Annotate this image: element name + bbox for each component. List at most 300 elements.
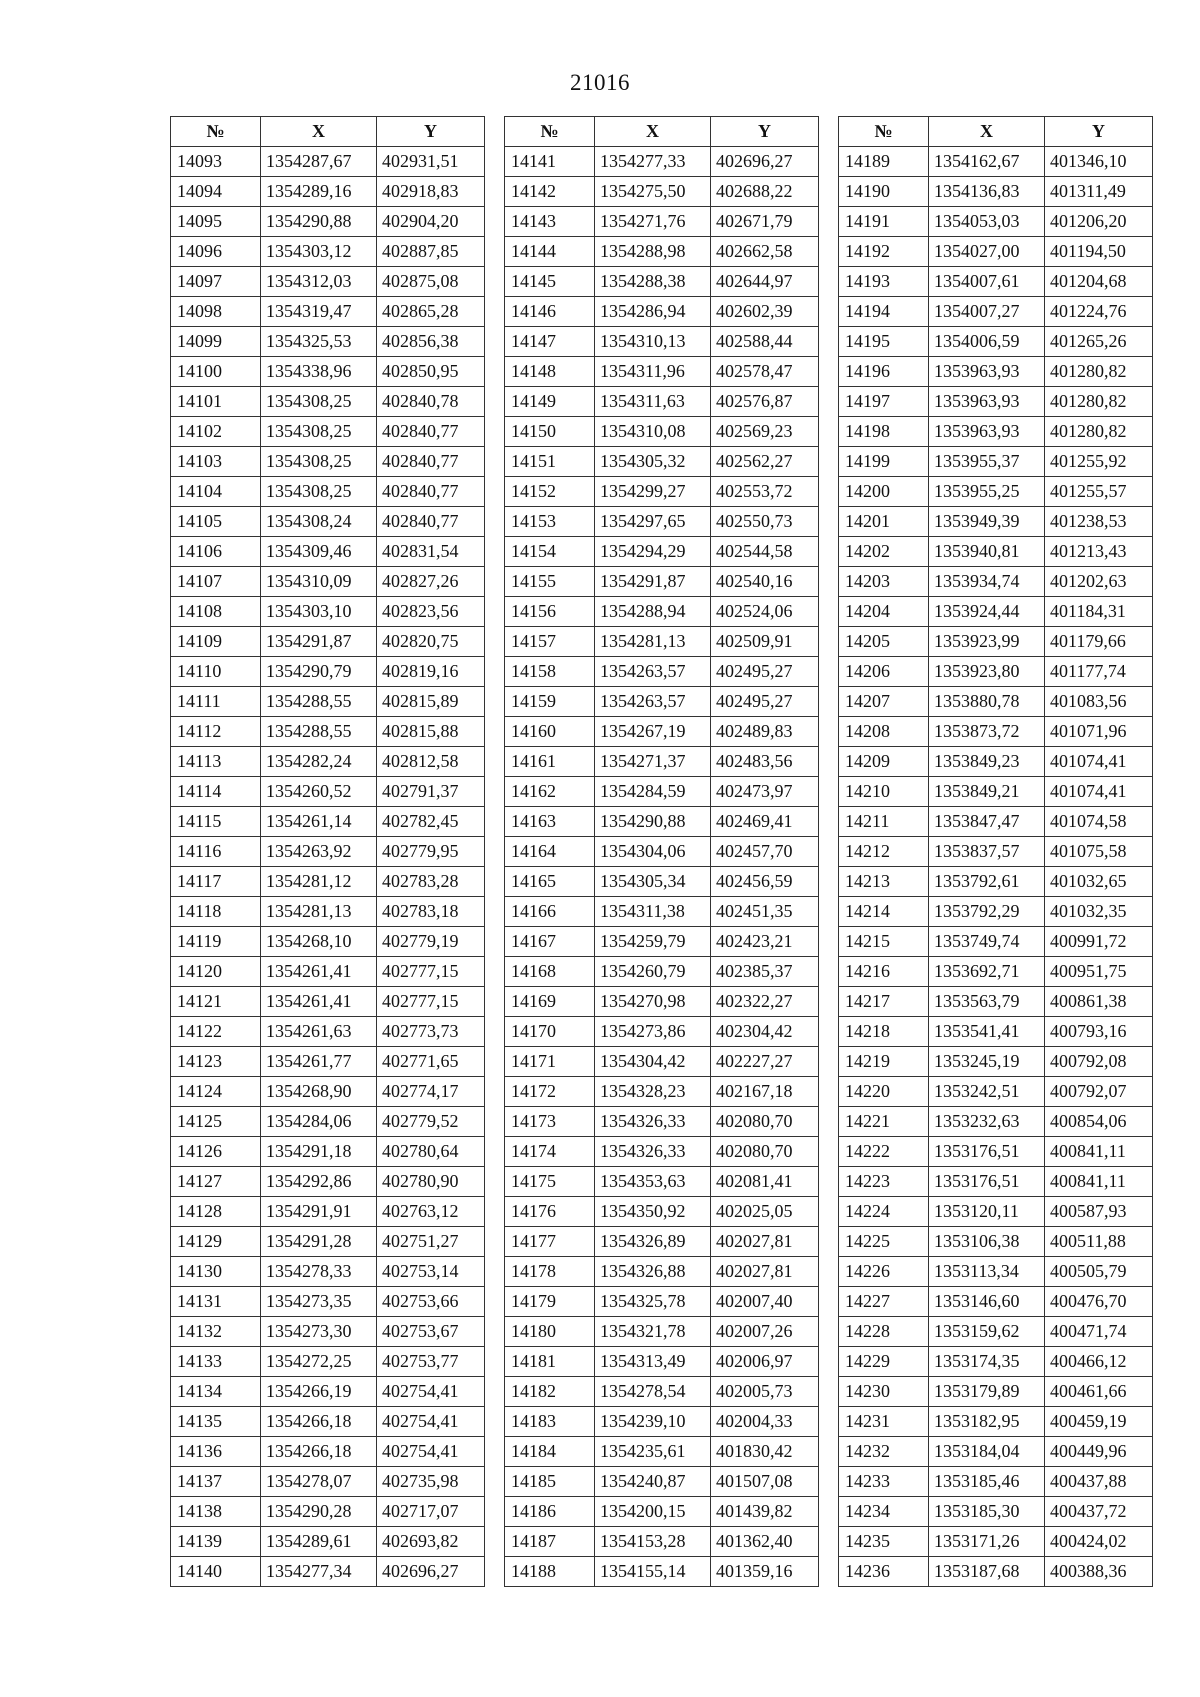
table-row — [505, 1017, 819, 1047]
header-number: № — [505, 117, 595, 147]
cell-number: 14122 — [171, 1017, 261, 1047]
cell-x: 1353563,79 — [929, 987, 1045, 1017]
cell-x: 1353242,51 — [929, 1077, 1045, 1107]
cell-number: 14172 — [505, 1077, 595, 1107]
cell-y: 401439,82 — [711, 1497, 819, 1527]
table-row — [171, 597, 485, 627]
cell-x: 1354261,63 — [261, 1017, 377, 1047]
cell-number: 14201 — [839, 507, 929, 537]
cell-y: 402791,37 — [377, 777, 485, 807]
table-row — [505, 1557, 819, 1587]
cell-x: 1354310,09 — [261, 567, 377, 597]
cell-number: 14235 — [839, 1527, 929, 1557]
cell-number: 14212 — [839, 837, 929, 867]
table-row — [171, 927, 485, 957]
cell-x: 1354268,90 — [261, 1077, 377, 1107]
cell-y: 402780,64 — [377, 1137, 485, 1167]
table-row — [839, 1317, 1153, 1347]
cell-x: 1354136,83 — [929, 177, 1045, 207]
coordinate-table — [170, 116, 485, 1587]
table-row — [839, 147, 1153, 177]
cell-y: 402696,27 — [377, 1557, 485, 1587]
cell-y: 402819,16 — [377, 657, 485, 687]
cell-x: 1353963,93 — [929, 387, 1045, 417]
cell-number: 14166 — [505, 897, 595, 927]
cell-number: 14162 — [505, 777, 595, 807]
cell-x: 1353179,89 — [929, 1377, 1045, 1407]
cell-number: 14132 — [171, 1317, 261, 1347]
cell-x: 1353924,44 — [929, 597, 1045, 627]
cell-y: 400459,19 — [1045, 1407, 1153, 1437]
cell-x: 1354007,61 — [929, 267, 1045, 297]
cell-y: 401265,26 — [1045, 327, 1153, 357]
table-row — [839, 1047, 1153, 1077]
coordinate-table — [504, 116, 819, 1587]
cell-number: 14210 — [839, 777, 929, 807]
table-row — [171, 957, 485, 987]
cell-y: 402662,58 — [711, 237, 819, 267]
cell-x: 1354278,54 — [595, 1377, 711, 1407]
table-row — [171, 417, 485, 447]
table-row — [839, 1527, 1153, 1557]
table-row — [171, 1077, 485, 1107]
cell-number: 14176 — [505, 1197, 595, 1227]
cell-y: 400854,06 — [1045, 1107, 1153, 1137]
cell-x: 1354321,78 — [595, 1317, 711, 1347]
cell-x: 1354338,96 — [261, 357, 377, 387]
cell-number: 14222 — [839, 1137, 929, 1167]
cell-x: 1353923,99 — [929, 627, 1045, 657]
cell-number: 14193 — [839, 267, 929, 297]
table-row — [839, 417, 1153, 447]
cell-number: 14184 — [505, 1437, 595, 1467]
cell-number: 14182 — [505, 1377, 595, 1407]
cell-y: 402167,18 — [711, 1077, 819, 1107]
cell-y: 401346,10 — [1045, 147, 1153, 177]
cell-y: 402717,07 — [377, 1497, 485, 1527]
table-row — [171, 657, 485, 687]
cell-number: 14173 — [505, 1107, 595, 1137]
cell-number: 14227 — [839, 1287, 929, 1317]
cell-y: 402815,88 — [377, 717, 485, 747]
cell-y: 400449,96 — [1045, 1437, 1153, 1467]
cell-x: 1354311,38 — [595, 897, 711, 927]
table-row — [171, 477, 485, 507]
cell-x: 1354007,27 — [929, 297, 1045, 327]
table-row — [171, 387, 485, 417]
cell-number: 14111 — [171, 687, 261, 717]
table-row — [839, 447, 1153, 477]
cell-x: 1353880,78 — [929, 687, 1045, 717]
cell-x: 1354308,25 — [261, 477, 377, 507]
cell-x: 1353182,95 — [929, 1407, 1045, 1437]
cell-x: 1354292,86 — [261, 1167, 377, 1197]
cell-x: 1354308,25 — [261, 447, 377, 477]
table-row — [839, 207, 1153, 237]
cell-y: 400388,36 — [1045, 1557, 1153, 1587]
cell-y: 402779,52 — [377, 1107, 485, 1137]
cell-number: 14114 — [171, 777, 261, 807]
cell-y: 402483,56 — [711, 747, 819, 777]
cell-x: 1354261,41 — [261, 987, 377, 1017]
cell-number: 14189 — [839, 147, 929, 177]
table-row — [171, 807, 485, 837]
cell-y: 400587,93 — [1045, 1197, 1153, 1227]
cell-number: 14163 — [505, 807, 595, 837]
cell-number: 14224 — [839, 1197, 929, 1227]
cell-number: 14140 — [171, 1557, 261, 1587]
cell-y: 402751,27 — [377, 1227, 485, 1257]
cell-y: 402469,41 — [711, 807, 819, 837]
cell-number: 14115 — [171, 807, 261, 837]
cell-x: 1354263,57 — [595, 657, 711, 687]
cell-y: 401362,40 — [711, 1527, 819, 1557]
cell-number: 14110 — [171, 657, 261, 687]
cell-number: 14169 — [505, 987, 595, 1017]
cell-x: 1354310,13 — [595, 327, 711, 357]
table-row — [505, 1377, 819, 1407]
cell-x: 1353185,46 — [929, 1467, 1045, 1497]
cell-y: 402080,70 — [711, 1107, 819, 1137]
table-row — [839, 777, 1153, 807]
cell-number: 14199 — [839, 447, 929, 477]
table-row — [505, 267, 819, 297]
table-row — [171, 747, 485, 777]
cell-y: 401280,82 — [1045, 387, 1153, 417]
cell-y: 402544,58 — [711, 537, 819, 567]
cell-y: 402753,67 — [377, 1317, 485, 1347]
cell-y: 402779,19 — [377, 927, 485, 957]
table-row — [171, 897, 485, 927]
cell-number: 14198 — [839, 417, 929, 447]
cell-number: 14113 — [171, 747, 261, 777]
cell-number: 14161 — [505, 747, 595, 777]
table-row — [505, 387, 819, 417]
cell-x: 1353749,74 — [929, 927, 1045, 957]
table-row — [839, 1017, 1153, 1047]
cell-y: 402875,08 — [377, 267, 485, 297]
cell-number: 14101 — [171, 387, 261, 417]
cell-y: 402025,05 — [711, 1197, 819, 1227]
cell-x: 1353940,81 — [929, 537, 1045, 567]
cell-x: 1354326,89 — [595, 1227, 711, 1257]
table-row — [505, 447, 819, 477]
cell-x: 1354311,96 — [595, 357, 711, 387]
coordinate-table — [838, 116, 1153, 1587]
cell-number: 14218 — [839, 1017, 929, 1047]
cell-y: 402783,18 — [377, 897, 485, 927]
cell-x: 1354261,41 — [261, 957, 377, 987]
table-row — [839, 327, 1153, 357]
cell-x: 1354200,15 — [595, 1497, 711, 1527]
cell-number: 14135 — [171, 1407, 261, 1437]
cell-number: 14136 — [171, 1437, 261, 1467]
cell-number: 14188 — [505, 1557, 595, 1587]
cell-number: 14236 — [839, 1557, 929, 1587]
cell-number: 14158 — [505, 657, 595, 687]
table-row — [839, 1227, 1153, 1257]
cell-number: 14221 — [839, 1107, 929, 1137]
table-row — [505, 957, 819, 987]
cell-x: 1354308,25 — [261, 387, 377, 417]
cell-y: 402671,79 — [711, 207, 819, 237]
table-row — [505, 747, 819, 777]
table-row — [505, 1257, 819, 1287]
cell-number: 14100 — [171, 357, 261, 387]
cell-x: 1353146,60 — [929, 1287, 1045, 1317]
cell-x: 1354303,12 — [261, 237, 377, 267]
cell-x: 1353184,04 — [929, 1437, 1045, 1467]
table-row — [505, 207, 819, 237]
cell-x: 1354288,55 — [261, 687, 377, 717]
cell-number: 14225 — [839, 1227, 929, 1257]
table-row — [505, 1347, 819, 1377]
cell-y: 401074,41 — [1045, 777, 1153, 807]
cell-number: 14233 — [839, 1467, 929, 1497]
cell-y: 402696,27 — [711, 147, 819, 177]
cell-number: 14229 — [839, 1347, 929, 1377]
table-row — [839, 837, 1153, 867]
cell-number: 14106 — [171, 537, 261, 567]
cell-x: 1353923,80 — [929, 657, 1045, 687]
table-row — [171, 447, 485, 477]
cell-number: 14128 — [171, 1197, 261, 1227]
cell-x: 1354277,34 — [261, 1557, 377, 1587]
cell-x: 1353963,93 — [929, 417, 1045, 447]
table-row — [839, 237, 1153, 267]
table-row — [839, 987, 1153, 1017]
cell-y: 401238,53 — [1045, 507, 1153, 537]
cell-x: 1354304,06 — [595, 837, 711, 867]
cell-number: 14211 — [839, 807, 929, 837]
cell-number: 14219 — [839, 1047, 929, 1077]
cell-number: 14217 — [839, 987, 929, 1017]
cell-number: 14207 — [839, 687, 929, 717]
cell-number: 14215 — [839, 927, 929, 957]
cell-x: 1353837,57 — [929, 837, 1045, 867]
cell-x: 1354294,29 — [595, 537, 711, 567]
cell-y: 402227,27 — [711, 1047, 819, 1077]
cell-y: 400792,07 — [1045, 1077, 1153, 1107]
table-row — [505, 417, 819, 447]
cell-y: 401255,57 — [1045, 477, 1153, 507]
table-row — [505, 867, 819, 897]
cell-y: 401071,96 — [1045, 717, 1153, 747]
cell-x: 1354288,55 — [261, 717, 377, 747]
cell-y: 402782,45 — [377, 807, 485, 837]
cell-y: 402007,40 — [711, 1287, 819, 1317]
cell-y: 402006,97 — [711, 1347, 819, 1377]
cell-number: 14156 — [505, 597, 595, 627]
cell-y: 402840,77 — [377, 447, 485, 477]
table-row — [505, 1287, 819, 1317]
cell-number: 14133 — [171, 1347, 261, 1377]
cell-y: 400793,16 — [1045, 1017, 1153, 1047]
table-row — [505, 1467, 819, 1497]
cell-x: 1354326,33 — [595, 1137, 711, 1167]
cell-y: 402456,59 — [711, 867, 819, 897]
table-row — [505, 627, 819, 657]
cell-y: 402777,15 — [377, 957, 485, 987]
cell-number: 14096 — [171, 237, 261, 267]
table-row — [171, 267, 485, 297]
table-row — [505, 777, 819, 807]
cell-number: 14164 — [505, 837, 595, 867]
cell-x: 1354304,42 — [595, 1047, 711, 1077]
cell-y: 401032,65 — [1045, 867, 1153, 897]
table-row — [839, 867, 1153, 897]
table-row — [505, 177, 819, 207]
table-row — [839, 1557, 1153, 1587]
cell-x: 1354308,25 — [261, 417, 377, 447]
table-row — [839, 537, 1153, 567]
table-row — [839, 1197, 1153, 1227]
cell-number: 14180 — [505, 1317, 595, 1347]
cell-y: 402754,41 — [377, 1407, 485, 1437]
cell-y: 400841,11 — [1045, 1167, 1153, 1197]
cell-x: 1354290,88 — [261, 207, 377, 237]
cell-x: 1354263,57 — [595, 687, 711, 717]
cell-y: 402578,47 — [711, 357, 819, 387]
cell-number: 14094 — [171, 177, 261, 207]
cell-number: 14179 — [505, 1287, 595, 1317]
cell-y: 402840,77 — [377, 417, 485, 447]
table-row — [171, 627, 485, 657]
table-row — [505, 687, 819, 717]
cell-y: 400476,70 — [1045, 1287, 1153, 1317]
table-row — [171, 297, 485, 327]
cell-number: 14148 — [505, 357, 595, 387]
table-row — [171, 1527, 485, 1557]
table-row — [171, 1017, 485, 1047]
table-row — [171, 1167, 485, 1197]
cell-y: 402457,70 — [711, 837, 819, 867]
cell-y: 402865,28 — [377, 297, 485, 327]
cell-y: 402774,17 — [377, 1077, 485, 1107]
cell-number: 14190 — [839, 177, 929, 207]
cell-y: 400461,66 — [1045, 1377, 1153, 1407]
cell-y: 400841,11 — [1045, 1137, 1153, 1167]
cell-number: 14130 — [171, 1257, 261, 1287]
cell-number: 14160 — [505, 717, 595, 747]
table-row — [505, 1137, 819, 1167]
cell-x: 1354291,87 — [261, 627, 377, 657]
cell-x: 1354275,50 — [595, 177, 711, 207]
cell-number: 14159 — [505, 687, 595, 717]
cell-number: 14181 — [505, 1347, 595, 1377]
cell-x: 1353849,21 — [929, 777, 1045, 807]
cell-x: 1354313,49 — [595, 1347, 711, 1377]
header-number: № — [171, 117, 261, 147]
cell-x: 1354270,98 — [595, 987, 711, 1017]
table-row — [505, 657, 819, 687]
cell-y: 401255,92 — [1045, 447, 1153, 477]
cell-number: 14127 — [171, 1167, 261, 1197]
cell-x: 1354278,33 — [261, 1257, 377, 1287]
cell-number: 14119 — [171, 927, 261, 957]
cell-x: 1354282,24 — [261, 747, 377, 777]
cell-y: 401280,82 — [1045, 357, 1153, 387]
cell-number: 14185 — [505, 1467, 595, 1497]
cell-x: 1354027,00 — [929, 237, 1045, 267]
cell-y: 402005,73 — [711, 1377, 819, 1407]
cell-number: 14230 — [839, 1377, 929, 1407]
cell-y: 402840,78 — [377, 387, 485, 417]
cell-y: 401179,66 — [1045, 627, 1153, 657]
table-row — [839, 1437, 1153, 1467]
cell-number: 14105 — [171, 507, 261, 537]
cell-x: 1354325,78 — [595, 1287, 711, 1317]
table-row — [505, 507, 819, 537]
cell-y: 402550,73 — [711, 507, 819, 537]
table-row — [839, 717, 1153, 747]
table-row — [505, 1107, 819, 1137]
cell-y: 401206,20 — [1045, 207, 1153, 237]
cell-y: 401074,58 — [1045, 807, 1153, 837]
cell-x: 1354305,32 — [595, 447, 711, 477]
cell-number: 14194 — [839, 297, 929, 327]
cell-number: 14121 — [171, 987, 261, 1017]
cell-x: 1353106,38 — [929, 1227, 1045, 1257]
cell-number: 14149 — [505, 387, 595, 417]
table-row — [839, 687, 1153, 717]
cell-x: 1353113,34 — [929, 1257, 1045, 1287]
cell-number: 14186 — [505, 1497, 595, 1527]
table-row — [505, 237, 819, 267]
table-row — [839, 747, 1153, 777]
cell-number: 14145 — [505, 267, 595, 297]
cell-x: 1354281,13 — [261, 897, 377, 927]
table-row — [171, 777, 485, 807]
table-row — [171, 1407, 485, 1437]
cell-x: 1354290,88 — [595, 807, 711, 837]
cell-x: 1354286,94 — [595, 297, 711, 327]
cell-y: 400437,88 — [1045, 1467, 1153, 1497]
cell-y: 402779,95 — [377, 837, 485, 867]
table-row — [171, 507, 485, 537]
cell-y: 402783,28 — [377, 867, 485, 897]
cell-x: 1354260,52 — [261, 777, 377, 807]
cell-number: 14178 — [505, 1257, 595, 1287]
cell-number: 14174 — [505, 1137, 595, 1167]
cell-x: 1353792,29 — [929, 897, 1045, 927]
cell-number: 14120 — [171, 957, 261, 987]
cell-y: 402588,44 — [711, 327, 819, 357]
table-row — [839, 1467, 1153, 1497]
cell-number: 14200 — [839, 477, 929, 507]
table-row — [171, 1467, 485, 1497]
cell-x: 1354288,94 — [595, 597, 711, 627]
cell-y: 402423,21 — [711, 927, 819, 957]
cell-y: 402495,27 — [711, 687, 819, 717]
cell-number: 14112 — [171, 717, 261, 747]
cell-number: 14095 — [171, 207, 261, 237]
cell-x: 1354290,28 — [261, 1497, 377, 1527]
table-row — [171, 537, 485, 567]
cell-x: 1354289,16 — [261, 177, 377, 207]
cell-y: 402904,20 — [377, 207, 485, 237]
cell-number: 14153 — [505, 507, 595, 537]
cell-y: 402812,58 — [377, 747, 485, 777]
cell-x: 1353955,37 — [929, 447, 1045, 477]
cell-number: 14197 — [839, 387, 929, 417]
table-row — [505, 1437, 819, 1467]
cell-number: 14214 — [839, 897, 929, 927]
cell-x: 1354353,63 — [595, 1167, 711, 1197]
cell-x: 1353245,19 — [929, 1047, 1045, 1077]
header-x: X — [261, 117, 377, 147]
cell-x: 1354289,61 — [261, 1527, 377, 1557]
